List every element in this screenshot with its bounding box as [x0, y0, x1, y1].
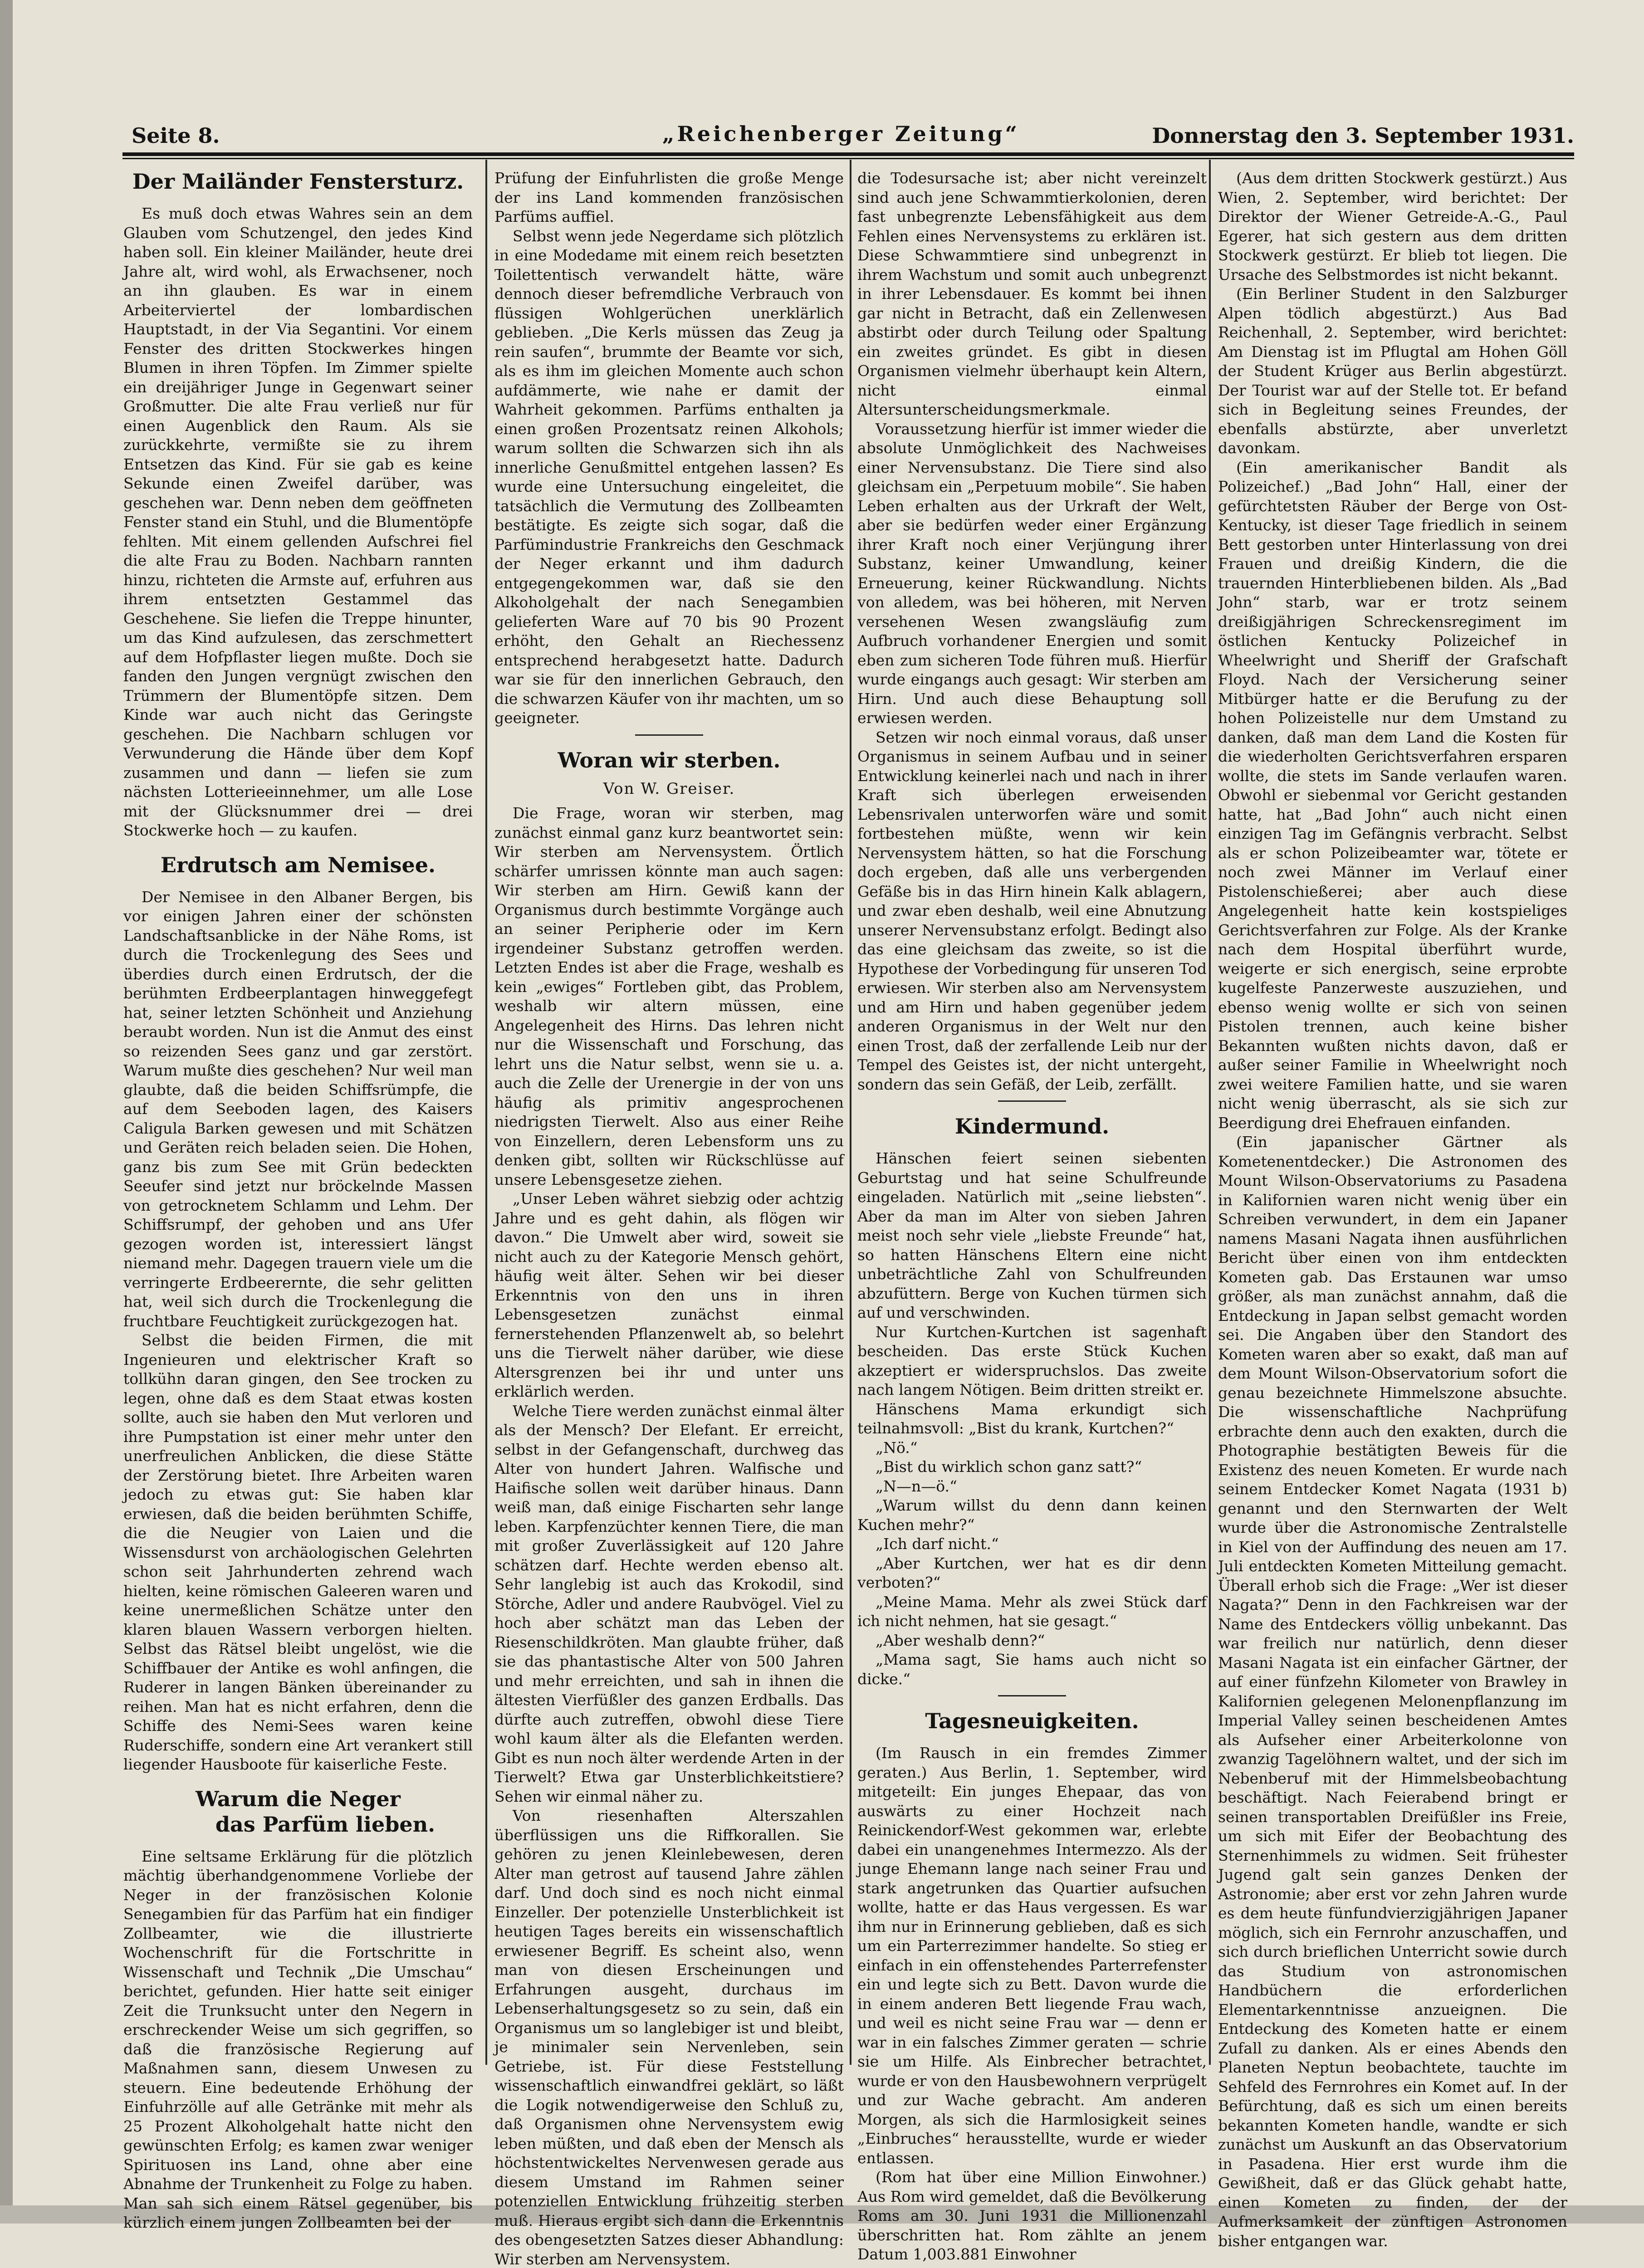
article-paragraph: Prüfung der Einfuhrlisten die große Menge der ins Land kommenden französischen Parfüms auffiel.: [494, 169, 844, 225]
article-title: [123, 1786, 473, 1812]
article-paragraph: „Bist du wirklich schon ganz satt?“: [876, 1458, 1142, 1476]
article-paragraph: „Warum willst du denn dann keinen Kuchen mehr?“: [857, 1496, 1207, 1534]
article-paragraph: „Mama sagt, Sie hams auch nicht so dicke.“: [857, 1651, 1207, 1688]
separator-line: [998, 1100, 1066, 1102]
column-2: [494, 169, 844, 2268]
article-paragraph: Selbst wenn jede Negerdame sich plötzlich in eine Modedame mit einem reich besetzten Toilettentisch verwandelt hätte, wäre dennoch dieser befremdliche Verbrauch von flüssigen Wohlgerüchen unerklärlich geblieben. „Die Kerls müssen das Zeug ja rein saufen“, brummte der Beamte vor sich, als es ihm im gleichen Momente auch schon aufdämmerte, wie nahe er damit der Wahrheit gekommen. Parfüms enthalten ja einen großen Prozentsatz reinen Alkohols; warum sollten die Schwarzen sich ihn als innerliche Genußmittel entgehen lassen? Es wurde eine Untersuchung eingeleitet, die tatsächlich die Vermutung des Zollbeamten bestätigte. Es zeigte sich sogar, daß die Parfümindustrie Frankreichs den Geschmack der Neger erkannt und ihm dadurch entgegengekommen war, daß sie den Alkoholgehalt der nach Senegambien gelieferten Ware auf 70 bis 90 Prozent erhöht, den Gehalt an Riechessenz entsprechend herabgesetzt hatte. Dadurch war sie für den innerlichen Gebrauch, den die schwarzen Käufer von ihr machten, um so geeigneter.: [494, 227, 844, 727]
header-rule-thin: [122, 158, 1574, 159]
article-title-line: Warum die Neger: [196, 1786, 401, 1811]
article-paragraph: Hänschen feiert seinen siebenten Geburtstag und hat seine Schulfreunde eingeladen. Natürlich mit „seine liebsten“. Aber da man im Alter von sieben Jahren meist noch sehr viele „liebste Freunde“ hat, so hatten Hänschens Eltern eine nicht unbeträchtliche Zahl von Schulfreunden abzufüttern. Berge von Kuchen türmen sich auf und verschwinden.: [857, 1149, 1207, 1321]
article-paragraph: Selbst die beiden Firmen, die mit Ingenieuren und elektrischer Kraft so tollkühn daran gingen, den See trocken zu legen, ohne daß es dem Staat etwas kosten sollte, auch sie haben den Mut verloren und ihre Pumpstation ist einer mehr unter den unerfreulichen Anblicken, die diese Stätte der Zerstörung bietet. Ihre Arbeiten waren jedoch zu etwas gut: Sie haben klar erwiesen, daß die beiden berühmten Schiffe, die die Neugier von Laien und die Wissensdurst von archäologischen Gelehrten schon seit Jahrhunderten zehrend wach hielten, keine römischen Galeeren waren und keine unermeßlichen Schätze unter den klaren blauen Wassern verborgen hielten. Selbst das Rätsel bleibt ungelöst, wie die Schiffbauer der Antike es wohl anfingen, die Ruderer in langen Bänken übereinander zu reihen. Man hat es nicht erfahren, denn die Schiffe des Nemi-Sees waren keine Ruderschiffe, sondern eine Art verankert still liegender Hausboote für kaiserliche Feste.: [123, 1331, 473, 1773]
article-paragraph: die Todesursache ist; aber nicht vereinzelt sind auch jene Schwammtierkolonien, deren fast unbegrenzte Lebensfähigkeit aus dem Fehlen eines Nervensystems zu erklären ist. Diese Schwammtiere sind unbegrenzt in ihrem Wachstum und somit auch unbegrenzt in ihrer Lebensdauer. Es kommt bei ihnen gar nicht in Betracht, daß ein Zellenwesen abstirbt oder durch Teilung oder Spaltung ein zweites gründet. Es gibt in diesen Organismen vielmehr überhaupt kein Altern, nicht einmal Altersunterscheidungsmerkmale.: [857, 169, 1207, 418]
article-paragraph: (Aus dem dritten Stockwerk gestürzt.) Aus Wien, 2. September, wird berichtet: Der Direktor der Wiener Getreide-A.-G., Paul Egerer, hat sich gestern aus dem dritten Stockwerk gestürzt. Er blieb tot liegen. Die Ursache des Selbstmordes ist nicht bekannt.: [1218, 169, 1567, 284]
article-paragraph: Welche Tiere werden zunächst einmal älter als der Mensch? Der Elefant. Er erreicht, selbst in der Gefangenschaft, durchweg das Alter von hundert Jahren. Walfische und Haifische sollen weit darüber hinaus. Dann weiß man, daß einige Fischarten sehr lange leben. Karpfenzüchter kennen Tiere, die man mit großer Zuverlässigkeit auf 120 Jahre schätzen darf. Hechte werden ebenso alt. Sehr langlebig ist auch das Krokodil, sind Störche, Adler und andere Raubvögel. Viel zu hoch aber schätzt man das Leben der Riesenschildkröten. Man glaubte früher, daß sie das phantastische Alter von 500 Jahren und mehr erreichten, und sah in ihnen die ältesten Vierfüßler des ganzen Erdballs. Das dürfte auch zutreffen, obwohl diese Tiere wohl kaum älter als die Elefanten werden. Gibt es nun noch älter werdende Arten in der Tierwelt? Etwa gar Unsterblichkeitstiere? Sehen wir einmal näher zu.: [494, 1402, 844, 1805]
article-paragraph: „Nö.“: [876, 1438, 918, 1457]
column-4: [1218, 169, 1567, 2250]
scan-edge-left: [0, 0, 13, 2224]
article-paragraph: „N—n—ö.“: [876, 1477, 957, 1495]
column-divider: [850, 160, 851, 2065]
article-paragraph: Eine seltsame Erklärung für die plötzlich mächtig überhandgenommene Vorliebe der Neger in der französischen Kolonie Senegambien für das Parfüm hat ein findiger Zollbeamter, wie die illustrierte Wochenschrift für die Fortschritte in Wissenschaft und Technik „Die Umschau“ berichtet, gefunden. Hier hatte seit einiger Zeit die Trunksucht unter den Negern in erschreckender Weise um sich gegriffen, so daß die französische Regierung auf Maßnahmen sann, diesem Unwesen zu steuern. Eine bedeutende Erhöhung der Einfuhrzölle auf alle Getränke mit mehr als 25 Prozent Alkoholgehalt hatte nicht den gewünschten Erfolg; es kamen zwar weniger Spirituosen ins Land, ohne aber eine Abnahme der Trunkenheit zu Folge zu haben. Man sah sich einem Rätsel gegenüber, bis kürzlich einem jungen Zollbeamten bei der: [123, 1847, 473, 2231]
column-1: [123, 169, 473, 2231]
article-paragraph: Setzen wir noch einmal voraus, daß unser Organismus in seinem Aufbau und in seiner Entwicklung keinerlei nach und nach in ihrer Kraft sich überlegen erweisenden Lebensrivalen unterworfen wäre und somit fortbestehen müßte, wenn wir kein Nervensystem hätten, so hat die Forschung doch ergeben, daß alle uns verbergenden Gefäße bis in das Hirn hinein Kalk ablagern, und zwar eben deshalb, weil eine Abnutzung unserer Nervensubstanz erfolgt. Bedingt also das eine gleichsam das zweite, so ist die Hypothese der Vorbedingung für unseren Tod erwiesen. Wir sterben also am Nervensystem und am Hirn und haben gegenüber jedem anderen Organismus in der Welt nur den einen Trost, daß der zerfallende Leib nur der Tempel des Geistes ist, der nicht untergeht, sondern das sein Gefäß, der Leib, zerfällt.: [857, 728, 1207, 1093]
article-title: Woran wir sterben.: [558, 748, 781, 772]
header-rule: [122, 152, 1574, 156]
article-paragraph: Von riesenhaften Alterszahlen überflüssigen uns die Riffkorallen. Sie gehören zu jenen Kleinlebewesen, deren Alter man getrost auf tausend Jahre zählen darf. Und doch sind es noch nicht einmal Einzeller. Der potenzielle Unsterblichkeit ist heutigen Tages bereits ein wissenschaftlich erwiesener Begriff. Es scheint also, wenn man von diesen Erscheinungen und Erfahrungen ausgeht, durchaus im Lebenserhaltungsgesetz so zu sein, daß ein Organismus um so langlebiger ist und bleibt, je minimaler sein Nervenleben, sein Getriebe, ist. Für diese Feststellung wissenschaftlich einwandfrei geklärt, so läßt die Logik notwendigerweise den Schluß zu, daß Organismen ohne Nervensystem ewig leben müßten, und daß eben der Mensch als höchstentwickeltes Nervenwesen gerade aus diesem Umstand im Rahmen seiner potenziellen Entwicklung frühzeitig sterben muß. Hieraus ergibt sich dann die Erkenntnis des obengesetzten Satzes dieser Abhandlung: Wir sterben am Nervensystem.: [494, 1807, 844, 2268]
article-title: Kindermund.: [954, 1114, 1110, 1139]
article-paragraph: „Meine Mama. Mehr als zwei Stück darf ich nicht nehmen, hat sie gesagt.“: [857, 1593, 1207, 1630]
article-paragraph: (Ein amerikanischer Bandit als Polizeichef.) „Bad John“ Hall, einer der gefürchtetsten Räuber der Berge von Ost-Kentucky, ist dieser Tage friedlich in seinem Bett gestorben unter Hinterlassung von drei Frauen und dreißig Kindern, die die trauernden Hinterbliebenen bilden. Als „Bad John“ starb, war er trotz seinem dreißigjährigen Schreckensregiment im östlichen Kentucky Polizeichef in Wheelwright und Sheriff der Grafschaft Floyd. Nach der Versicherung seiner Mitbürger hatte er die Berufung zu der hohen Polizeistelle nur dem Umstand zu danken, daß man dem Land die Kosten für die wiederholten Gerichtsverfahren ersparen wollte, die stets im Sande verlaufen waren. Obwohl er siebenmal vor Gericht gestanden hatte, hat „Bad John“ auch nicht einen einzigen Tag im Gefängnis verbracht. Selbst als er schon Polizeibeamter war, tötete er noch zwei Männer im Verlauf einer Pistolenschießerei; aber auch diese Angelegenheit hatte kein kostspieliges Gerichtsverfahren zur Folge. Als der Kranke nach dem Hospital überführt wurde, weigerte er sich energisch, seine erprobte kugelfeste Panzerweste auszuziehen, und ebenso wenig wollte er sich von seinen Pistolen trennen, auch keine bisher Bekannten wußten nichts davon, daß er außer seiner Familie in Wheelwright noch zwei weitere Familien hatte, und sie waren nicht wenig überrascht, als sie sich zur Beerdigung drei Ehefrauen einfanden.: [1218, 458, 1567, 1132]
newspaper-title: „Reichenberger Zeitung“: [662, 122, 1020, 146]
column-divider: [485, 160, 487, 2065]
article-paragraph: „Unser Leben währet siebzig oder achtzig Jahre und es geht dahin, als flögen wir davon.“ Die Umwelt aber wird, soweit sie nicht auch zu der Kategorie Mensch gehört, häufig weit älter. Sehen wir bei dieser Erkenntnis von den uns in ihren Lebensgesetzen zunächst einmal fernerstehenden Pflanzenwelt ab, so belehrt uns die Tierwelt näher darüber, wie diese Altersgrenzen bei ihr und unter uns erklärlich werden.: [494, 1190, 844, 1400]
article-paragraph: Voraussetzung hierfür ist immer wieder die absolute Unmöglichkeit des Nachweises einer Nervensubstanz. Die Tiere sind also gleichsam ein „Perpetuum mobile“. Sie haben Leben erhalten aus der Urkraft der Welt, aber sie bedürfen weder einer Ergänzung ihrer Kraft noch einer Verjüngung ihrer Substanz, keiner Umwandlung, keiner Erneuerung, keiner Rückwandlung. Nichts von alledem, was bei höheren, mit Nerven versehenen Wesen zwangsläufig zum Aufbruch vorhandener Energien und somit eben zum sicheren Tode führen muß. Hierfür wurde eingangs auch gesagt: Wir sterben am Hirn. Und auch diese Behauptung soll erwiesen werden.: [857, 420, 1207, 727]
article-title: Der Mailänder Fenstersturz.: [132, 169, 464, 194]
article-byline: Von W. Greiser.: [603, 779, 735, 798]
article-paragraph: Die Frage, woran wir sterben, mag zunächst einmal ganz kurz beantwortet sein: Wir sterben am Nervensystem. Örtlich schärfer umrissen könnte man auch sagen: Wir sterben am Hirn. Gewiß kann der Organismus durch bestimmte Vorgänge auch an seiner Peripherie oder im Kern irgendeiner Substanz getroffen werden. Letzten Endes ist aber die Frage, weshalb es kein „ewiges“ Fortleben gibt, das Problem, weshalb wir altern müssen, eine Angelegenheit des Hirns. Das lehren nicht nur die Wissenschaft und Forschung, das lehrt uns die Natur selbst, wenn sie u. a. auch die Zelle der Urenergie in der von uns häufig als primitiv angesprochenen niedrigsten Tierwelt. Also aus einer Reihe von Einzellern, deren Lebensform uns zu denken gibt, sollten wir Rückschlüsse auf unsere Lebensgesetze ziehen.: [494, 804, 844, 1188]
separator-line: [635, 734, 703, 736]
page-number: Seite 8.: [132, 123, 220, 148]
article-title: Erdrutsch am Nemisee.: [160, 852, 436, 877]
article-title: [123, 1812, 473, 1837]
column-divider: [1209, 160, 1211, 2065]
article-title: Tagesneuigkeiten.: [925, 1709, 1139, 1733]
article-paragraph: „Aber weshalb denn?“: [876, 1631, 1045, 1649]
article-title-line: das Parfüm lieben.: [215, 1812, 435, 1837]
article-paragraph: (Im Rausch in ein fremdes Zimmer geraten.) Aus Berlin, 1. September, wird mitgeteilt: Ein junges Ehepaar, das von auswärts zu einer Hochzeit nach Reinickendorf-West gekommen war, erlebte dabei ein unangenehmes Intermezzo. Als der junge Ehemann lange nach seiner Frau und stark angetrunken das Quartier aufsuchen wollte, hatte er das Haus vergessen. Es war ihm nur in Erinnerung geblieben, daß es sich um ein Parterrezimmer handelte. So stieg er einfach in ein offenstehendes Parterrefenster ein und legte sich zu Bett. Davon wurde die in einem anderen Bett liegende Frau wach, und weil es nicht seine Frau war — denn er war in ein falsches Zimmer geraten — schrie sie um Hilfe. Als Einbrecher betrachtet, wurde er von den Hausbewohnern verprügelt und zur Wache gebracht. Am anderen Morgen, als sich die Harmlosigkeit seines „Einbruches“ herausstellte, wurde er wieder entlassen.: [857, 1744, 1207, 2167]
article-paragraph: (Rom hat über eine Million Einwohner.) Aus Rom wird gemeldet, daß die Bevölkerung Roms am 30. Juni 1931 die Millionenzahl überschritten hat. Rom zählte an jenem Datum 1,003.881 Einwohner: [857, 2168, 1207, 2263]
separator-line: [998, 1695, 1066, 1696]
article-paragraph: „Ich darf nicht.“: [876, 1535, 999, 1553]
article-paragraph: „Aber Kurtchen, wer hat es dir denn verboten?“: [857, 1554, 1207, 1591]
article-paragraph: (Ein japanischer Gärtner als Kometenentdecker.) Die Astronomen des Mount Wilson-Observatoriums zu Pasadena in Kalifornien waren nicht wenig über ein Schreiben verwundert, in dem ein Japaner namens Masani Nagata ihnen ausführlichen Bericht über einen von ihm entdeckten Kometen gab. Das Erstaunen war umso größer, als man zunächst annahm, daß die Entdeckung in Japan selbst gemacht worden sei. Die Angaben über den Standort des Kometen waren aber so exakt, daß man auf dem Mount Wilson-Observatorium sofort die genau bezeichnete Himmelszone absuchte. Die wissenschaftliche Nachprüfung erbrachte denn auch den exakten, durch die Photographie bestätigten Beweis für die Existenz des neuen Kometen. Er wurde nach seinem Entdecker Komet Nagata (1931 b) genannt und den Sternwarten der Welt wurde über die Astronomische Zentralstelle in Kiel von der Auffindung des neuen am 17. Juli entdeckten Kometen Mitteilung gemacht. Überall erhob sich die Frage: „Wer ist dieser Nagata?“ Denn in den Fachkreisen war der Name des Entdeckers völlig unbekannt. Das war freilich nur natürlich, denn dieser Masani Nagata ist ein einfacher Gärtner, der auf einer fünfzehn Kilometer von Brawley in Kalifornien gelegenen Melonenpflanzung im Imperial Valley seinen bescheidenen Amtes als Aufseher einer Arbeiterkolonne von zwanzig Tagelöhnern waltet, und der sich im Nebenberuf mit der Himmelsbeobachtung beschäftigt. Nach Feierabend bringt er seinen transportablen Dreifüßler ins Freie, um sich mit Eifer der Beobachtung des Sternenhimmels zu widmen. Seit frühester Jugend galt sein ganzes Denken der Astronomie; aber erst vor zehn Jahren wurde es dem heute fünfundvierzigjährigen Japaner möglich, sich ein Fernrohr anzuschaffen, und sich durch brieflichen Unterricht sowie durch das Studium von astronomischen Handbüchern die erforderlichen Elementarkenntnisse anzueignen. Die Entdeckung des Kometen hatte er einem Zufall zu danken. Als er eines Abends den Planeten Neptun beobachtete, tauchte im Sehfeld des Fernrohres ein Komet auf. In der Befürchtung, daß es sich um einen bereits bekannten Kometen handle, wandte er sich zunächst um Auskunft an das Observatorium in Pasadena. Hier erst wurde ihm die Gewißheit, daß er das Glück gehabt hatte, einen Kometen zu finden, der der Aufmerksamkeit der zünftigen Astronomen bisher entgangen war.: [1218, 1133, 1567, 2250]
page-header: [132, 119, 1574, 151]
article-paragraph: (Ein Berliner Student in den Salzburger Alpen tödlich abgestürzt.) Aus Bad Reichenhall, 2. September, wird berichtet: Am Dienstag ist im Pflugtal am Hohen Göll der Student Krüger aus Berlin abgestürzt. Der Tourist war auf der Stelle tot. Er befand sich in Begleitung seines Freundes, der ebenfalls abstürzte, aber unverletzt davonkam.: [1218, 285, 1567, 457]
article-paragraph: Der Nemisee in den Albaner Bergen, bis vor einigen Jahren einer der schönsten Landschaftsanblicke in der Nähe Roms, ist durch die Trockenlegung des Sees und überdies durch einen Erdrutsch, der die berühmten Erdbeerplantagen hinweggefegt hat, seiner letzten Schönheit und Anziehung beraubt worden. Nun ist die Anmut des einst so reizenden Sees ganz und gar zerstört. Warum mußte dies geschehen? Nur weil man glaubte, daß die beiden Schiffsrümpfe, die auf dem Seeboden lagen, des Kaisers Caligula Barken gewesen und mit Schätzen und Geräten reich beladen seien. Die Hohen, ganz bis zum See mit Grün bedeckten Seeufer sind jetzt nur bröckelnde Massen von getrocknetem Schlamm und Lehm. Der Schiffsrumpf, der gehoben und ans Ufer gezogen worden ist, interessiert längst niemand mehr. Dagegen trauern viele um die verringerte Erdbeerernte, die sehr gelitten hat, weil sich durch die Trockenlegung die fruchtbare Feuchtigkeit zurückgezogen hat.: [123, 888, 473, 1330]
article-paragraph: Es muß doch etwas Wahres sein an dem Glauben vom Schutzengel, den jedes Kind haben soll. Ein kleiner Mailänder, heute drei Jahre alt, wird wohl, als Erwachsener, noch an ihn glauben. Es war in einem Arbeiterviertel der lombardischen Hauptstadt, in der Via Segantini. Vor einem Fenster des dritten Stockwerkes hingen Blumen in ihren Töpfen. Im Zimmer spielte ein dreijähriger Junge in Gegenwart seiner Großmutter. Die alte Frau verließ nur für einen Augenblick den Raum. Als sie zurückkehrte, vermißte sie zu ihrem Entsetzen das Kind. Für sie gab es keine Sekunde einen Zweifel darüber, was geschehen war. Denn neben dem geöffneten Fenster stand ein Stuhl, und die Blumentöpfe fehlten. Mit einem gellenden Aufschrei fiel die alte Frau zu Boden. Nachbarn rannten hinzu, richteten die Armste auf, erfuhren aus ihrem entsetzten Gestammel das Geschehene. Sie liefen die Treppe hinunter, um das Kind aufzulesen, das zerschmettert auf dem Hofpflaster liegen mußte. Doch sie fanden den Jungen vergnügt zwischen den Trümmern der Blumentöpfe sitzen. Dem Kinde war auch nicht das Geringste geschehen. Die Nachbarn schlugen vor Verwunderung die Hände über dem Kopf zusammen und dann — liefen sie zum nächsten Lotterieeinnehmer, um alle Lose mit der Glücksnummer drei — drei Stockwerke hoch — zu kaufen.: [123, 205, 473, 839]
issue-date: Donnerstag den 3. September 1931.: [1152, 123, 1574, 148]
article-paragraph: Nur Kurtchen-Kurtchen ist sagenhaft bescheiden. Das erste Stück Kuchen akzeptiert er widerspruchslos. Das zweite nach langem Nötigen. Beim dritten streikt er.: [857, 1323, 1207, 1398]
column-3: [857, 169, 1207, 2263]
article-paragraph: Hänschens Mama erkundigt sich teilnahmsvoll: „Bist du krank, Kurtchen?“: [857, 1400, 1207, 1437]
